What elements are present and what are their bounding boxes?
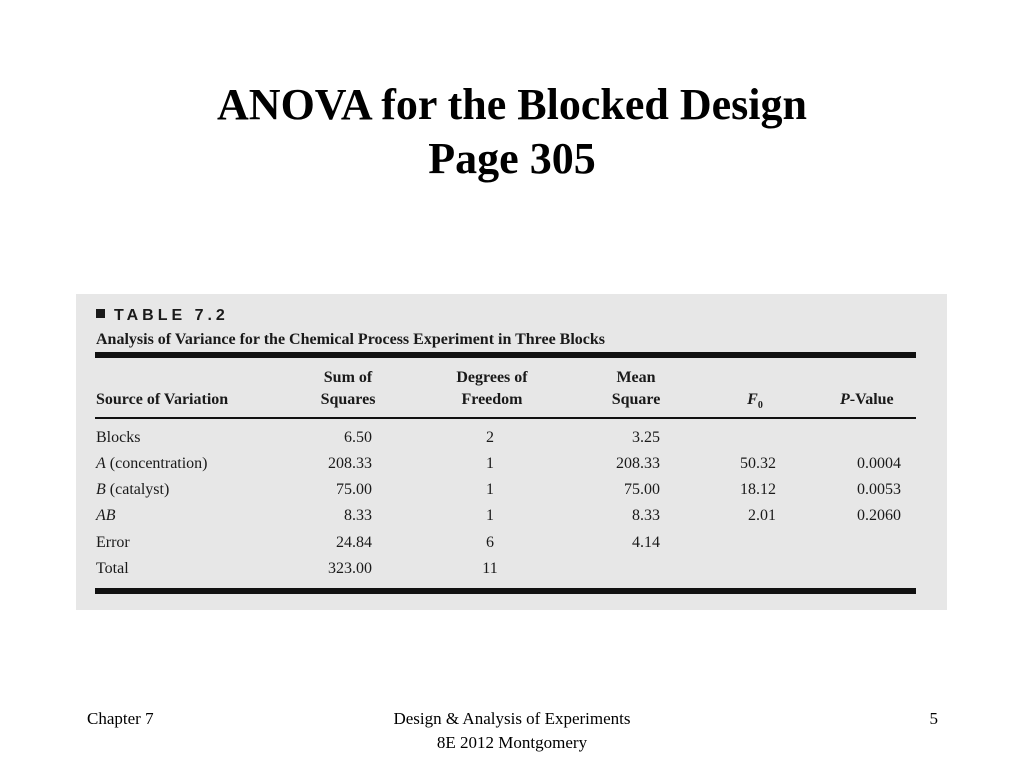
cell-source xyxy=(96,428,140,448)
cell-ms: 208.33 xyxy=(616,455,660,472)
header-f0 xyxy=(740,389,770,417)
header-ms-line-1: Mean xyxy=(616,369,656,386)
header-ss-line-2: Squares xyxy=(320,391,376,408)
cell-df: 11 xyxy=(482,560,498,577)
slide-title-line-2: Page 305 xyxy=(428,134,596,183)
cell-source-italic: AB xyxy=(96,507,116,524)
header-df-line-2: Freedom xyxy=(461,391,523,408)
cell-source xyxy=(96,506,116,526)
cell-f: 50.32 xyxy=(740,455,776,472)
cell-source xyxy=(96,480,169,500)
header-p-italic: P xyxy=(840,391,850,408)
table-caption: Analysis of Variance for the Chemical Process Experiment in Three Blocks xyxy=(96,331,606,348)
cell-ss: 6.50 xyxy=(344,429,372,446)
cell-f: 2.01 xyxy=(748,507,776,524)
cell-ss: 8.33 xyxy=(344,507,372,524)
cell-ms: 8.33 xyxy=(632,507,660,524)
table-label-text: TABLE 7.2 xyxy=(114,307,229,324)
anova-table-panel xyxy=(76,294,947,610)
cell-source-italic: B xyxy=(96,481,106,498)
cell-source-text: (concentration) xyxy=(105,455,208,472)
slide-title xyxy=(0,78,1024,186)
cell-df: 1 xyxy=(486,481,494,498)
slide-title-line-1: ANOVA for the Blocked Design xyxy=(217,80,807,129)
header-source: Source of Variation xyxy=(96,391,229,408)
cell-p: 0.0053 xyxy=(857,481,901,498)
header-rule xyxy=(95,417,916,419)
cell-source xyxy=(96,454,208,474)
header-sum-of-squares xyxy=(308,367,388,411)
bottom-rule xyxy=(95,588,916,594)
square-bullet-icon xyxy=(96,309,105,318)
cell-df: 1 xyxy=(486,455,494,472)
cell-p: 0.0004 xyxy=(857,455,901,472)
header-ms-line-2: Square xyxy=(611,391,661,408)
cell-source-text: Error xyxy=(96,534,130,551)
cell-p: 0.2060 xyxy=(857,507,901,524)
header-df-line-1: Degrees of xyxy=(456,369,528,386)
cell-ms: 4.14 xyxy=(632,534,660,551)
cell-ss: 323.00 xyxy=(328,560,372,577)
cell-source-italic: A xyxy=(96,455,106,472)
cell-ss: 208.33 xyxy=(328,455,372,472)
footer-page-number: 5 xyxy=(929,709,938,728)
footer-course-line-2: 8E 2012 Montgomery xyxy=(436,733,588,752)
cell-ss: 24.84 xyxy=(336,534,372,551)
footer-course-line-1: Design & Analysis of Experiments xyxy=(393,709,631,728)
header-p-value xyxy=(840,389,920,411)
top-rule xyxy=(95,352,916,358)
cell-ss: 75.00 xyxy=(336,481,372,498)
cell-source-text: (catalyst) xyxy=(105,481,170,498)
cell-df: 2 xyxy=(486,429,494,446)
header-ss-line-1: Sum of xyxy=(323,369,373,386)
footer-chapter: Chapter 7 xyxy=(87,709,154,728)
cell-ms: 75.00 xyxy=(624,481,660,498)
cell-source-text: Blocks xyxy=(96,429,141,446)
header-p-rest: -Value xyxy=(849,391,894,408)
cell-source xyxy=(96,533,130,553)
header-mean-square xyxy=(596,367,676,411)
table-label xyxy=(96,307,229,325)
cell-df: 1 xyxy=(486,507,494,524)
cell-source-text: Total xyxy=(96,560,129,577)
cell-source xyxy=(96,559,129,579)
header-f-sub: 0 xyxy=(757,400,763,412)
cell-ms: 3.25 xyxy=(632,429,660,446)
header-degrees-of-freedom xyxy=(442,367,542,411)
header-f-main: F xyxy=(747,391,758,408)
footer-course xyxy=(312,707,712,755)
cell-f: 18.12 xyxy=(740,481,776,498)
cell-df: 6 xyxy=(486,534,494,551)
